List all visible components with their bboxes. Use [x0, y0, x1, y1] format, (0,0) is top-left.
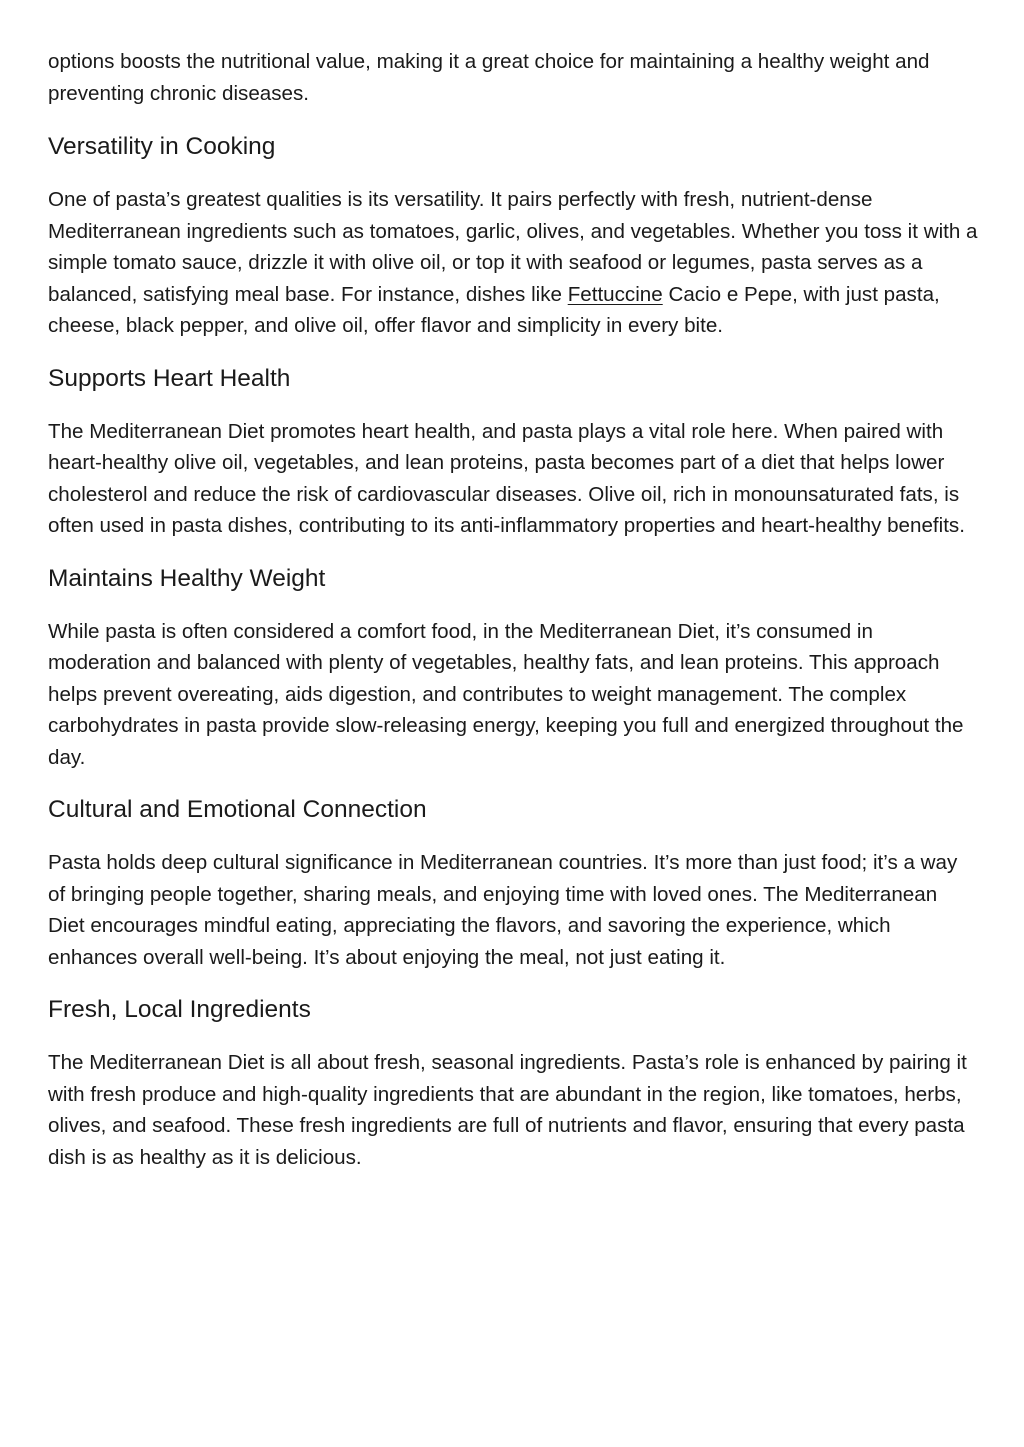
paragraph-versatility	[48, 184, 978, 342]
intro-paragraph: options boosts the nutritional value, making it a great choice for maintaining a healthy weight and preventing chronic diseases.	[48, 50, 930, 105]
heading-cultural-connection: Cultural and Emotional Connection	[48, 796, 427, 823]
paragraph-cultural-connection: Pasta holds deep cultural significance in Mediterranean countries. It’s more than just food; it’s a way of bringing people together, sharing meals, and enjoying time with loved ones. The Mediterranean Diet encourages mindful eating, appreciating the flavors, and savoring the experience, which enhances overall well-being. It’s about enjoying the meal, not just eating it.	[48, 851, 958, 969]
paragraph-heart-health: The Mediterranean Diet promotes heart health, and pasta plays a vital role here. When paired with heart-healthy olive oil, vegetables, and lean proteins, pasta becomes part of a diet that helps lower cholesterol and reduce the risk of cardiovascular diseases. Olive oil, rich in monounsaturated fats, is often used in pasta dishes, contributing to its anti-inflammatory properties and heart-healthy benefits.	[48, 419, 965, 537]
paragraph-healthy-weight: While pasta is often considered a comfort food, in the Mediterranean Diet, it’s consumed in moderation and balanced with plenty of vegetables, healthy fats, and lean proteins. This approach helps prevent overeating, aids digestion, and contributes to weight management. The complex carbohydrates in pasta provide slow-releasing energy, keeping you full and energized throughout the day.	[48, 619, 964, 769]
heading-healthy-weight: Maintains Healthy Weight	[48, 564, 326, 592]
fettuccine-link[interactable]: Fettuccine	[567, 282, 663, 306]
paragraph-text: One of pasta’s greatest qualities is its versatility. It pairs perfectly with fresh, nutrient-dense Mediterranean ingredients such as tomatoes, garlic, olives, and vegetables. Whether you toss it with a simple tomato sauce, drizzle it with olive oil, or top it with seafood or legumes, pasta serves as a balanced, satisfying meal base. For instance, dishes like	[48, 188, 978, 306]
heading-versatility: Versatility in Cooking	[48, 133, 276, 160]
heading-local-ingredients: Fresh, Local Ingredients	[48, 996, 311, 1023]
paragraph-local-ingredients: The Mediterranean Diet is all about fresh, seasonal ingredients. Pasta’s role is enhanced by pairing it with fresh produce and high-quality ingredients that are abundant in the region, like tomatoes, herbs, olives, and seafood. These fresh ingredients are full of nutrients and flavor, ensuring that every pasta dish is as healthy as it is delicious.	[48, 1051, 967, 1169]
paragraph-text: Cacio e Pepe, with just pasta, cheese, black pepper, and olive oil, offer flavor and simplicity in every bite.	[48, 282, 940, 337]
article-body	[48, 46, 978, 1194]
heading-heart-health: Supports Heart Health	[48, 364, 291, 392]
